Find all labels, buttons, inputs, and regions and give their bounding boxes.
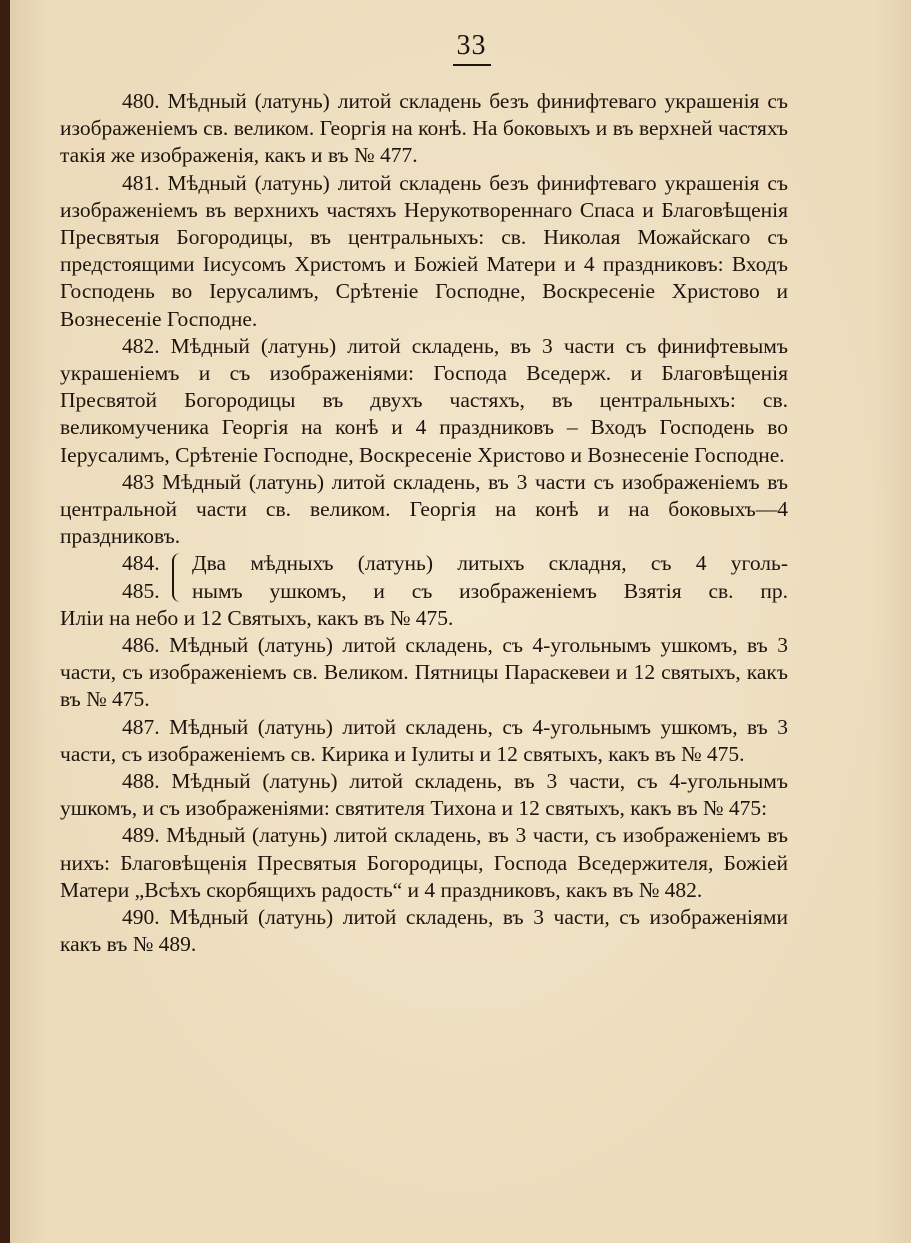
entry-number: 481. [122,170,160,195]
page-number: 33 [10,30,911,66]
entry-text: Мѣдный (латунь) литой складень, въ 3 части съ изображеніемъ въ центральной части св. великом. Георгія на конѣ и на боковыхъ—4 праздниковъ. [60,469,788,549]
entry-text: Мѣдный (латунь) литой складень, въ 3 части, съ изображеніемъ въ нихъ: Благовѣщенія Пресвятыя Богородицы, Господа Вседержителя, Божіей Матери „Всѣхъ скорбящихъ радость“ и 4 праздниковъ, какъ въ № 482. [60,823,788,902]
catalog-entry-484-485 [60,550,788,604]
catalog-entry-480 [60,88,788,170]
entry-text: Мѣдный (латунь) литой складень безъ финифтеваго украшенія съ изображеніемъ въ верхнихъ частяхъ Нерукотвореннаго Спаса и Благовѣщенія Пресвятыя Богородицы, въ центральныхъ: св. Николая Можайскаго съ предстоящими Іисусомъ Христомъ и Божіей Матери и 4 праздниковъ: Входъ Господень во Іерусалимъ, Срѣтеніе Господне, Воскресеніе Христово и Вознесеніе Господне. [60,170,788,331]
entry-number: 490. [122,905,160,930]
entry-text: Мѣдный (латунь) литой складень, съ 4-угольнымъ ушкомъ, въ 3 части, съ изображеніемъ св. Великом. Пятницы Параскевеи и 12 святыхъ, какъ въ № 475. [60,633,788,712]
entry-text: Мѣдный (латунь) литой складень безъ финифтеваго украшенія съ изображеніемъ св. великом. Георгія на конѣ. На боковыхъ и въ верхней частяхъ такія же изображенія, какъ и въ № 477. [60,89,788,168]
entry-text: Мѣдный (латунь) литой складень, въ 3 части, съ изображеніями какъ въ № 489. [60,905,788,957]
entry-number: 486. [122,633,160,658]
catalog-text [60,88,788,959]
bracket-lines [192,550,788,604]
entry-text-continuation: Иліи на небо и 12 Святыхъ, какъ въ № 475. [60,605,454,630]
entry-number: 485. [122,578,160,603]
catalog-entry-487 [60,714,788,768]
catalog-entry-489 [60,822,788,904]
bracket-numbers [60,550,170,604]
entry-text-line: Два мѣдныхъ (латунь) литыхъ складня, съ 4 уголь- [192,551,788,576]
catalog-entry-482 [60,333,788,469]
entry-number: 488. [122,769,160,794]
curly-brace [172,553,186,601]
entry-text-line: нымъ ушкомъ, и съ изображеніемъ Взятія св. пр. [192,578,788,603]
entry-number: 482. [122,333,160,358]
catalog-entry-483 [60,469,788,551]
catalog-entry-486 [60,632,788,714]
entry-number: 480. [122,89,160,113]
catalog-entry-490 [60,904,788,958]
book-page [10,0,911,1243]
catalog-entry-488 [60,768,788,822]
entry-number: 484. [122,551,160,576]
entry-number: 483 [122,469,155,494]
entry-text: Мѣдный (латунь) литой складень, въ 3 части, съ 4-угольнымъ ушкомъ, и съ изображеніями: святителя Тихона и 12 святыхъ, какъ въ № 475: [60,769,788,821]
entry-text: Мѣдный (латунь) литой складень, въ 3 части съ финифтевымъ украшеніемъ и съ изображеніями: Господа Вседерж. и Благовѣщенія Пресвятой Богородицы въ двухъ частяхъ, въ центральныхъ: св. великомученика Георгія на конѣ и 4 праздниковъ – Входъ Господень во Іерусалимъ, Срѣтеніе Господне, Воскресеніе Христово и Вознесеніе Господне. [60,333,788,467]
entry-number: 489. [122,823,160,848]
entry-text: Мѣдный (латунь) литой складень, съ 4-угольнымъ ушкомъ, въ 3 части, съ изображеніемъ св. Кирика и Іулиты и 12 святыхъ, какъ въ № 475. [60,714,788,766]
catalog-entry-481 [60,170,788,333]
entry-number: 487. [122,714,160,739]
